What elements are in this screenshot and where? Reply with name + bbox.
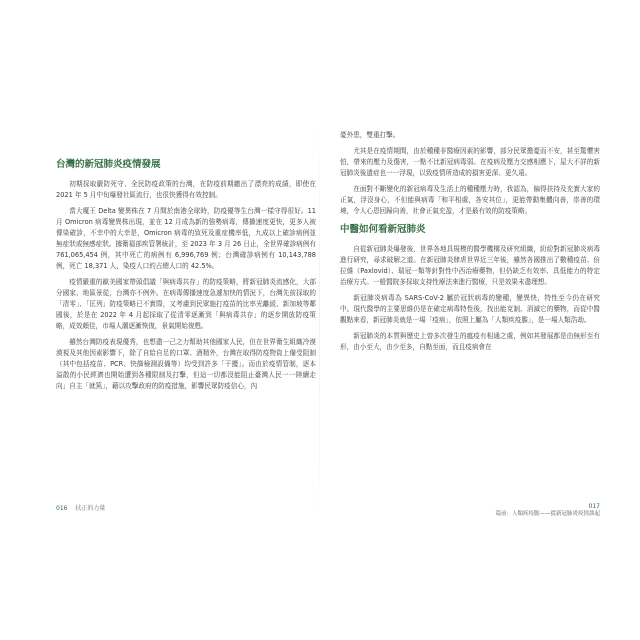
left-paragraph-1: 初期採取嚴防死守、全民防疫政策的台灣，在防疫前期繳出了漂亮的成績，即使在 2021 年 5 月中旬爆發社區流行，也很快獲得有效控制。 xyxy=(56,180,316,199)
right-paragraph-5: 新冠肺炎的本質與歷史上曾多次發生的瘟疫有相通之處，例如其發展都是由無形至有形，由小至大，由少至多，自點至面，而且疫病會在 xyxy=(340,332,600,351)
left-section-heading: 台灣的新冠肺炎疫情發展 xyxy=(56,159,161,170)
right-paragraph-1: 尤其是在疫情期間，由於種種非醫療因素的影響，部分民眾擔憂而不安，甚至驚懼害怕，帶來的壓力及傷害，一點不比新冠病毒弱。在疫病及壓力交感相應下，屋大不詳的新冠肺炎後遺症也一一浮現，以致疫情所造成的損害更深、更久遠。 xyxy=(340,147,600,177)
right-paragraph-continued: 憂外患，雙重打擊。 xyxy=(340,131,400,139)
right-page xyxy=(340,130,600,510)
right-page-body xyxy=(340,130,600,353)
left-page-number: 016 xyxy=(56,505,68,512)
left-page-footer xyxy=(56,503,105,512)
book-gutter xyxy=(319,110,320,530)
right-section-heading: 中醫如何看新冠肺炎 xyxy=(340,224,426,235)
left-paragraph-3: 疫情嚴重的歐美國家帶頭倡議「與病毒共存」的防疫策略，將新冠肺炎流感化，大部分國家、地區景從，台灣亦不例外。在病毒傳播速度急遽加快的情況下，台灣先前採取的「清零」、「匡列」防疫策略已不實際，又考慮到民眾施打疫苗的比率光離緩、新加坡等鄰國後，於是在 2022 年 4 月起採取了從清零逐漸到「與病毒共存」的逐步開放防疫策略，成效頗佳，市場人潮逐漸恢復，景氣開始復甦。 xyxy=(56,278,316,330)
left-page-body xyxy=(56,158,316,392)
right-page-footer xyxy=(340,503,600,518)
left-page xyxy=(56,130,316,510)
right-paragraph-2: 在面對不斷變化的新冠病毒及生活上的種種壓力時，我認為，偏得扶持及充實大家的正氣，浮沒身心，不但能與病毒「和平相處，各安其位」，更能帶動集體向善，崇善的環境，令人心恩回歸向善，社會正氣充盈，才是最有效的防疫策略。 xyxy=(340,185,600,215)
left-running-title: 扶正的力量 xyxy=(75,505,106,512)
right-paragraph-4: 新冠肺炎病毒為 SARS-CoV-2 屬於冠狀病毒的變種，變異快，特性至今仍在研究中。現代醫學的主要思維仍是在確定病毒特性後，找出能克制、消滅它的藥物，而從中醫觀點來看，新冠肺炎就是一場「疫病」，依照上屬為「人類疾疫膽」，是一場人類浩劫。 xyxy=(340,294,600,324)
left-paragraph-4: 雖然台灣防疫表現優秀，也想盡一己之力幫助其他國家人民，但在世界衛生組織冷漠漠視及其他因素影響下，除了自給自足的口罩、酒精外，台灣在取得防疫物資上備受阻制（其中包括疫苗、PCR、快篩檢測設備等）均受到許多「干擾」。而由於疫情管制，逐本溢散的小民經濟也開始遭到各種限制及打擊，但這一切都沒能阻止臺灣人民一一陸續走向」自主「就篤」，藉以攻擊政府的防疫措施，影響民眾防疫信心，內 xyxy=(56,338,316,390)
right-paragraph-3: 自從新冠肺炎爆發後，世界各地具規模的醫學機構及研究組織，紛紛對新冠肺炎病毒進行研究，尋求破解之道。在新冠肺炎肆虐世界近三年後，雖然各國推出了數種疫苗、倍拉維（Paxlovid）、瑞冠一類等針對性中西治療藥物，但仍缺乏有效率、具低能力的特定治療方式。一般醫院多採取支持性療法來進行醫療，只是效果未盡理想。 xyxy=(340,245,600,286)
left-paragraph-2: 當大魔王 Delta 變異株在 7 月間於南港全球時，防疫優等生台灣一樣守得很好。11 月 Omicron 病毒變異株出現，並在 12 月成為新的強勢病毒，傳播速度更快，更多人被傳染確診，不幸中的大幸是，Omicron 病毒的致死及重症機率低，九成以上確診病例並無症狀或無感症狀。據衛福部疾管署統計，至 2023 年 3 月 26 日止，全世界確診病例有 761,065,454 例，其中死亡的病例有 6,996,769 例；台灣確診病例有 10,143,788 例，死亡 18,371 人，染疫人口約占總人口的 42.5%。 xyxy=(56,207,316,270)
right-running-title: 篇前：人類疾疫膽——從新冠肺炎疫情談起 xyxy=(495,511,600,517)
right-page-number: 017 xyxy=(588,503,600,510)
